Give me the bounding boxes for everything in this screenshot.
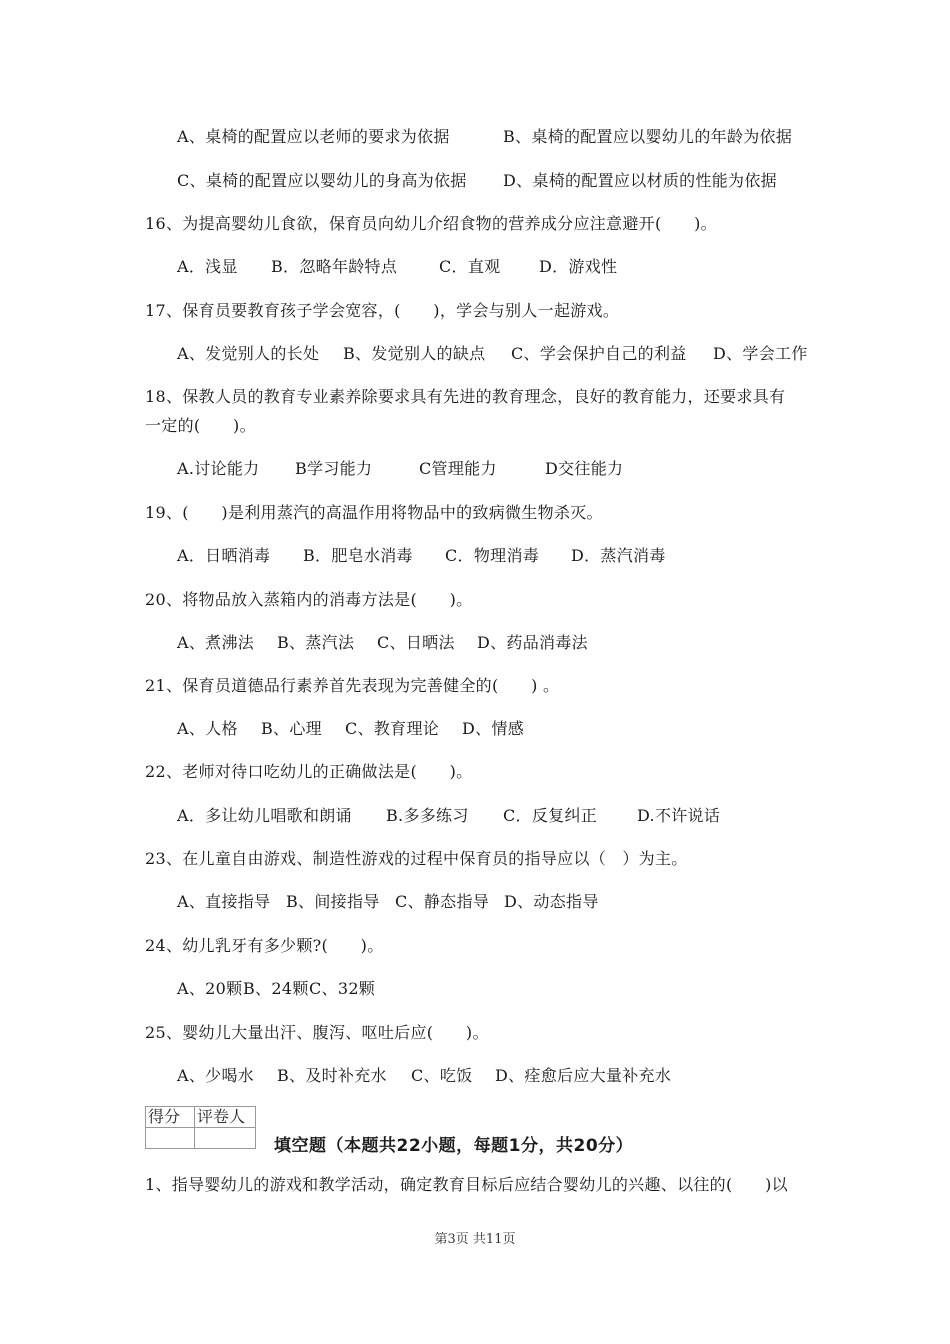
q23-option-a: A、直接指导 — [177, 892, 271, 911]
q25-options — [177, 1066, 671, 1086]
q24-option-b: B、24颗 — [243, 979, 309, 998]
q17-option-d: D、学会工作 — [713, 344, 808, 363]
q19-option-c: C．物理消毒 — [445, 546, 540, 565]
q23-option-b: B、间接指导 — [286, 892, 380, 911]
q19-option-b: B．肥皂水消毒 — [303, 546, 413, 565]
q22-option-c: C．反复纠正 — [503, 806, 598, 825]
q21-options — [177, 719, 524, 739]
q17-option-b: B、发觉别人的缺点 — [343, 344, 486, 363]
q25-option-a: A、少喝水 — [177, 1066, 255, 1085]
q20-options — [177, 633, 588, 653]
q24-option-c: C、32颗 — [309, 979, 376, 998]
q22-option-b: B.多多练习 — [386, 806, 469, 825]
question-19: 19、( )是利用蒸汽的高温作用将物品中的致病微生物杀灭。 — [145, 503, 603, 522]
question-20: 20、将物品放入蒸箱内的消毒方法是( )。 — [145, 590, 473, 609]
q22-options — [177, 806, 720, 826]
question-24: 24、幼儿乳牙有多少颗?( )。 — [145, 936, 384, 955]
score-box — [145, 1106, 256, 1149]
grader-label: 评卷人 — [195, 1107, 256, 1128]
question-21: 21、保育员道德品行素养首先表现为完善健全的( ) 。 — [145, 676, 560, 695]
q22-option-a: A．多让幼儿唱歌和朗诵 — [177, 806, 352, 825]
q20-option-c: C、日晒法 — [377, 633, 455, 652]
q23-option-c: C、静态指导 — [395, 892, 490, 911]
page-number: 第3页 共11页 — [434, 1232, 516, 1247]
q15-option-c: C、桌椅的配置应以婴幼儿的身高为依据 — [177, 171, 467, 190]
q17-option-c: C、学会保护自己的利益 — [511, 344, 687, 363]
q17-options — [177, 344, 808, 364]
q24-options — [177, 979, 375, 999]
question-18-line2: 一定的( )。 — [145, 416, 256, 435]
q17-option-a: A、发觉别人的长处 — [177, 344, 320, 363]
q25-option-b: B、及时补充水 — [277, 1066, 387, 1085]
q21-option-b: B、心理 — [261, 719, 322, 738]
q16-option-d: D．游戏性 — [539, 257, 618, 276]
q15-option-d: D、桌椅的配置应以材质的性能为依据 — [503, 171, 777, 190]
q23-option-d: D、动态指导 — [504, 892, 599, 911]
score-label: 得分 — [146, 1107, 195, 1128]
q25-option-c: C、吃饭 — [411, 1066, 473, 1085]
fill-question-1: 1、指导婴幼儿的游戏和教学活动，确定教育目标后应结合婴幼儿的兴趣、以往的( )以 — [145, 1175, 788, 1194]
grader-cell — [195, 1128, 256, 1149]
q24-option-a: A、20颗 — [177, 979, 243, 998]
question-25: 25、婴幼儿大量出汗、腹泻、呕吐后应( )。 — [145, 1023, 489, 1042]
q16-option-b: B．忽略年龄特点 — [271, 257, 398, 276]
q19-options — [177, 546, 666, 566]
q15-option-b: B、桌椅的配置应以婴幼儿的年龄为依据 — [503, 127, 793, 146]
q25-option-d: D、痊愈后应大量补充水 — [495, 1066, 672, 1085]
q22-option-d: D.不许说话 — [637, 806, 721, 825]
question-16: 16、为提高婴幼儿食欲，保育员向幼儿介绍食物的营养成分应注意避开( )。 — [145, 214, 717, 233]
q21-option-d: D、情感 — [462, 719, 525, 738]
question-17: 17、保育员要教育孩子学会宽容，( )，学会与别人一起游戏。 — [145, 301, 620, 320]
question-18-line1: 18、保教人员的教育专业素养除要求具有先进的教育理念，良好的教育能力，还要求具有 — [145, 387, 786, 406]
q18-option-d: D交往能力 — [545, 459, 624, 478]
q21-option-a: A、人格 — [177, 719, 238, 738]
q18-option-b: B学习能力 — [295, 459, 373, 478]
q16-option-c: C．直观 — [439, 257, 501, 276]
q20-option-a: A、煮沸法 — [177, 633, 255, 652]
q21-option-c: C、教育理论 — [345, 719, 440, 738]
q23-options — [177, 892, 599, 912]
q16-option-a: A．浅显 — [177, 257, 238, 276]
q20-option-d: D、药品消毒法 — [477, 633, 588, 652]
q18-option-c: C管理能力 — [419, 459, 497, 478]
q19-option-a: A．日晒消毒 — [177, 546, 271, 565]
q15-option-a: A、桌椅的配置应以老师的要求为依据 — [177, 127, 450, 146]
section-title: 填空题（本题共22小题，每题1分，共20分） — [274, 1136, 634, 1156]
question-23: 23、在儿童自由游戏、制造性游戏的过程中保育员的指导应以（ ）为主。 — [145, 849, 688, 868]
q18-option-a: A.讨论能力 — [177, 459, 260, 478]
score-cell — [146, 1128, 195, 1149]
q16-options — [177, 257, 617, 277]
q19-option-d: D．蒸汽消毒 — [571, 546, 666, 565]
question-22: 22、老师对待口吃幼儿的正确做法是( )。 — [145, 762, 473, 781]
q20-option-b: B、蒸汽法 — [277, 633, 355, 652]
q18-options — [177, 459, 623, 479]
